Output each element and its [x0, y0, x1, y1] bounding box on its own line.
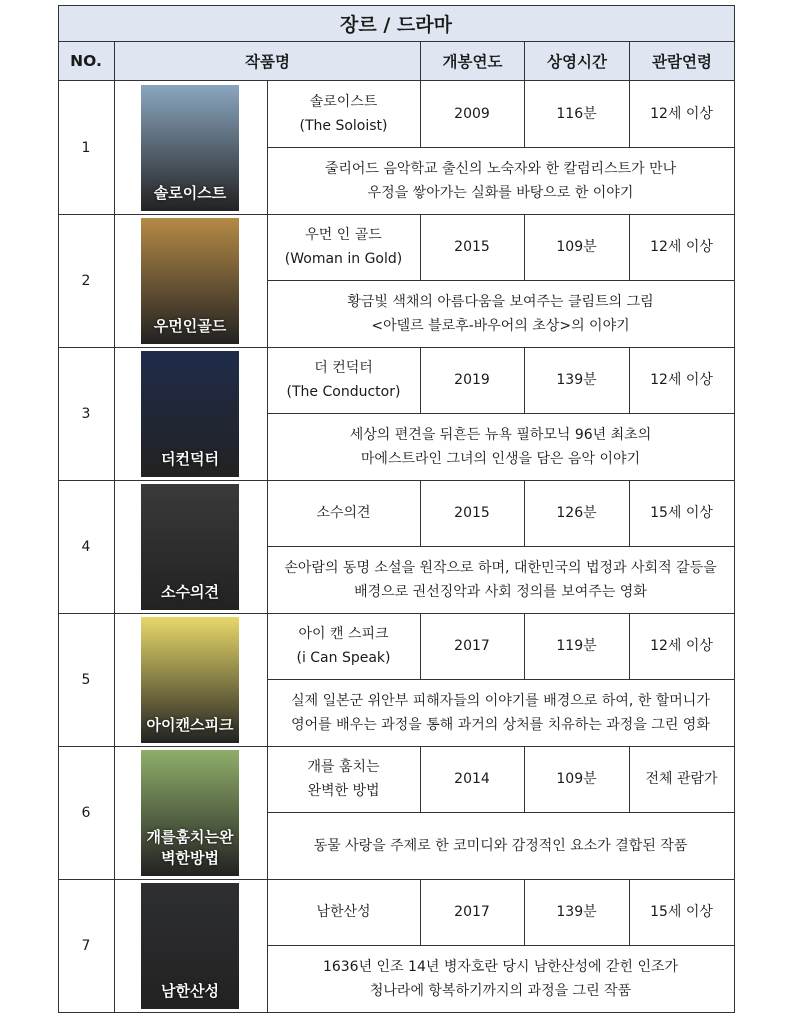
movie-description: [267, 679, 734, 746]
header-rating: 관람연령: [630, 42, 734, 80]
movie-title: [267, 613, 420, 679]
title-line-2: (The Conductor): [286, 384, 401, 400]
description-line-2: 우정을 쌓아가는 실화를 바탕으로 한 이야기: [367, 184, 634, 201]
col-line: [420, 613, 421, 679]
col-line: [629, 81, 630, 147]
header-year: 개봉연도: [421, 42, 524, 80]
runtime: 109분: [556, 239, 597, 255]
poster-title: 우먼인골드: [153, 317, 227, 335]
row-inner-line: [267, 546, 734, 547]
description-line-2: 청나라에 항복하기까지의 과정을 그린 작품: [369, 982, 632, 999]
runtime: 109분: [556, 771, 597, 787]
movie-description: [267, 812, 734, 879]
description-line-1: 세상의 편견을 뒤흔든 뉴욕 필하모닉 96년 최초의: [349, 426, 652, 443]
description-line-2: <아델르 블로후-바우어의 초상>의 이야기: [371, 317, 630, 334]
row-number: 3: [81, 405, 91, 422]
header-runtime: 상영시간: [525, 42, 629, 80]
row-number: 2: [81, 272, 91, 289]
col-line: [629, 41, 630, 81]
col-line: [420, 81, 421, 147]
release-year: 2019: [454, 372, 490, 388]
poster-title: 소수의견: [161, 583, 219, 601]
release-year: 2015: [454, 239, 490, 255]
row-number: 4: [81, 538, 91, 555]
poster-title: 더컨덕터: [161, 450, 219, 468]
poster-title: 개를훔치는완벽한방법: [146, 828, 234, 867]
col-no-line: [114, 41, 115, 1012]
description-line-1: 실제 일본군 위안부 피해자들의 이야기를 배경으로 하여, 한 할머니가: [291, 692, 710, 709]
row-line: [58, 746, 734, 747]
runtime: 139분: [556, 904, 597, 920]
col-line: [267, 347, 268, 480]
header-bottom: [58, 80, 734, 81]
age-rating: 12세 이상: [650, 106, 713, 122]
movie-description: [267, 280, 734, 347]
row-number: 7: [81, 937, 91, 954]
poster-title: 남한산성: [161, 982, 219, 1000]
col-line: [420, 214, 421, 280]
col-line: [267, 613, 268, 746]
col-line: [524, 746, 525, 812]
runtime: 139분: [556, 372, 597, 388]
row-line: [58, 1012, 734, 1013]
release-year: 2017: [454, 904, 490, 920]
col-line: [629, 347, 630, 413]
col-line: [420, 746, 421, 812]
movie-poster: [141, 85, 239, 211]
poster-title: 솔로이스트: [153, 184, 227, 202]
title-line-2: (The Soloist): [299, 118, 388, 134]
title-bottom: [58, 41, 734, 42]
title-line-1: 소수의견: [316, 505, 371, 521]
col-line: [420, 480, 421, 546]
description-line-1: 줄리어드 음악학교 출신의 노숙자와 한 칼럼리스트가 만나: [324, 160, 677, 177]
row-number: 5: [81, 671, 91, 688]
row-line: [58, 347, 734, 348]
col-line: [524, 480, 525, 546]
title-line-1: 더 컨덕터: [314, 360, 373, 376]
col-line: [267, 214, 268, 347]
runtime: 126분: [556, 505, 597, 521]
row-inner-line: [267, 413, 734, 414]
row-inner-line: [267, 280, 734, 281]
row-line: [58, 613, 734, 614]
title-line-2: 완벽한 방법: [307, 783, 380, 799]
movie-poster: [141, 883, 239, 1009]
movie-title: [267, 81, 420, 147]
release-year: 2017: [454, 638, 490, 654]
release-year: 2009: [454, 106, 490, 122]
row-line: [58, 480, 734, 481]
movie-description: [267, 413, 734, 480]
row-inner-line: [267, 812, 734, 813]
description-line-1: 동물 사랑을 주제로 한 코미디와 감정적인 요소가 결합된 작품: [313, 837, 688, 854]
movie-poster: [141, 750, 239, 876]
title-line-1: 개를 훔치는: [307, 759, 380, 775]
row-line: [58, 879, 734, 880]
row-line: [58, 214, 734, 215]
description-line-2: 영어를 배우는 과정을 통해 과거의 상처를 치유하는 과정을 그린 영화: [291, 716, 710, 733]
col-line: [267, 480, 268, 613]
col-line: [629, 613, 630, 679]
description-line-2: 마에스트라인 그녀의 인생을 담은 음악 이야기: [360, 450, 641, 467]
description-line-2: 배경으로 권선징악과 사회 정의를 보여주는 영화: [354, 583, 647, 600]
row-number: 1: [81, 139, 91, 156]
col-line: [267, 879, 268, 1012]
col-line: [629, 746, 630, 812]
movie-poster: [141, 218, 239, 344]
movie-description: [267, 945, 734, 1012]
frame-right: [734, 5, 735, 1013]
age-rating: 전체 관람가: [645, 771, 718, 787]
movie-description: [267, 147, 734, 214]
release-year: 2015: [454, 505, 490, 521]
movie-title: [267, 480, 420, 546]
col-line: [420, 41, 421, 81]
col-line: [420, 347, 421, 413]
col-line: [629, 480, 630, 546]
header-name: 작품명: [115, 42, 420, 80]
col-line: [524, 41, 525, 81]
col-line: [524, 613, 525, 679]
col-line: [524, 879, 525, 945]
col-line: [629, 214, 630, 280]
age-rating: 15세 이상: [650, 904, 713, 920]
header-no: NO.: [58, 42, 114, 80]
title-line-1: 우먼 인 골드: [305, 227, 382, 243]
col-line: [524, 347, 525, 413]
row-inner-line: [267, 147, 734, 148]
frame-top: [58, 5, 734, 6]
release-year: 2014: [454, 771, 490, 787]
movie-poster: [141, 617, 239, 743]
movie-title: [267, 214, 420, 280]
poster-title: 아이캔스피크: [146, 716, 234, 734]
age-rating: 12세 이상: [650, 239, 713, 255]
movie-poster: [141, 351, 239, 477]
description-line-1: 손아람의 동명 소설을 원작으로 하며, 대한민국의 법정과 사회적 갈등을: [284, 559, 717, 576]
movie-poster: [141, 484, 239, 610]
title-line-2: (i Can Speak): [296, 650, 391, 666]
row-inner-line: [267, 679, 734, 680]
col-line: [524, 81, 525, 147]
row-inner-line: [267, 945, 734, 946]
col-line: [267, 746, 268, 879]
runtime: 116분: [556, 106, 597, 122]
age-rating: 12세 이상: [650, 372, 713, 388]
age-rating: 12세 이상: [650, 638, 713, 654]
description-line-1: 1636년 인조 14년 병자호란 당시 남한산성에 갇힌 인조가: [322, 958, 679, 975]
movie-title: [267, 879, 420, 945]
movie-description: [267, 546, 734, 613]
title-line-2: (Woman in Gold): [284, 251, 403, 267]
age-rating: 15세 이상: [650, 505, 713, 521]
title-line-1: 남한산성: [316, 904, 371, 920]
description-line-1: 황금빛 색채의 아름다움을 보여주는 클림트의 그림: [347, 293, 654, 310]
movie-title: [267, 746, 420, 812]
row-number: 6: [81, 804, 91, 821]
title-line-1: 솔로이스트: [309, 94, 378, 110]
title-line-1: 아이 캔 스피크: [298, 626, 389, 642]
col-line: [629, 879, 630, 945]
col-line: [420, 879, 421, 945]
movie-title: [267, 347, 420, 413]
col-line: [524, 214, 525, 280]
table-title: 장르 / 드라마: [58, 6, 734, 41]
runtime: 119분: [556, 638, 597, 654]
frame-left: [58, 5, 59, 1013]
col-line: [267, 81, 268, 214]
